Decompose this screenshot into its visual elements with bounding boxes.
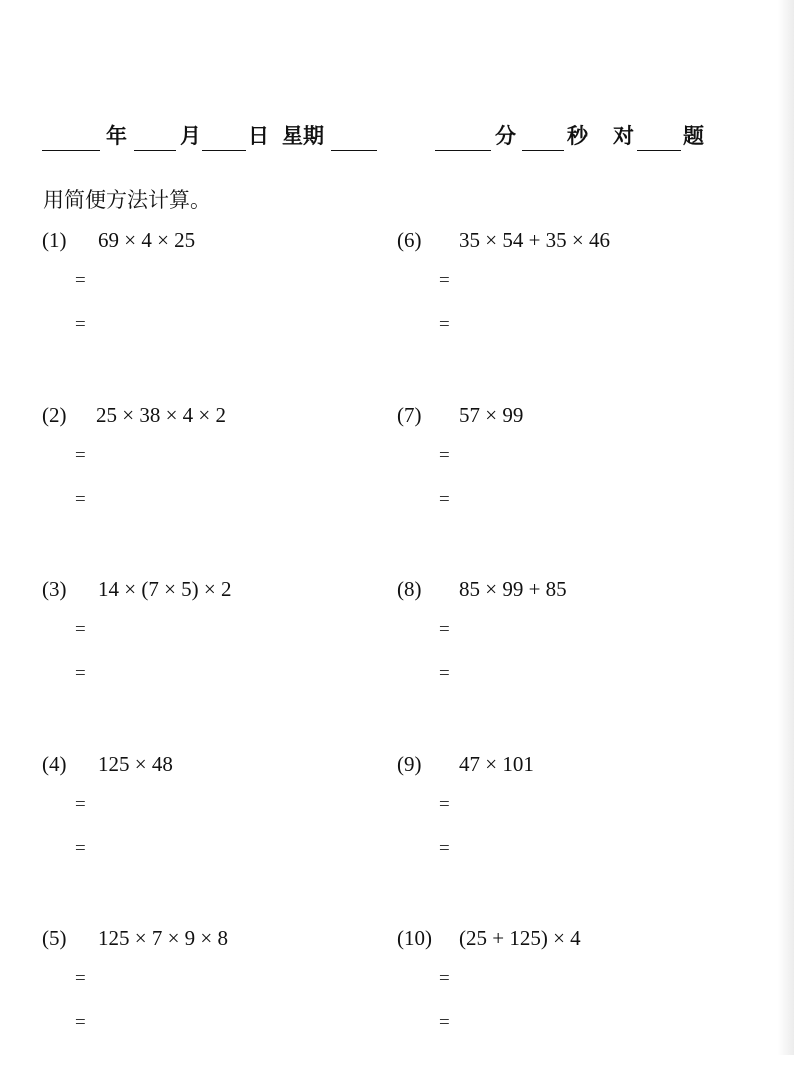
answer-step-2[interactable]: = (75, 1012, 86, 1033)
problem-3 (42, 577, 402, 717)
problem-4 (42, 752, 402, 892)
day-label: 日 (248, 123, 269, 148)
answer-step-2[interactable]: = (439, 838, 450, 859)
weekday-label: 星期 (282, 123, 324, 148)
correct-count-blank[interactable] (637, 150, 681, 151)
answer-step-1[interactable]: = (75, 619, 86, 640)
weekday-blank[interactable] (331, 150, 377, 151)
problem-number: (3) (42, 577, 67, 601)
second-label: 秒 (567, 123, 588, 148)
problem-expression: 25 × 38 × 4 × 2 (96, 403, 227, 427)
problem-number: (2) (42, 403, 67, 427)
problem-expression: 69 × 4 × 25 (98, 228, 196, 252)
instruction-text: 用简便方法计算。 (43, 188, 211, 212)
question-label: 题 (683, 123, 704, 148)
year-label: 年 (106, 123, 127, 148)
problem-expression: 57 × 99 (459, 403, 524, 427)
answer-step-1[interactable]: = (75, 445, 86, 466)
answer-step-1[interactable]: = (439, 619, 450, 640)
problem-expression: (25 + 125) × 4 (459, 926, 581, 950)
answer-step-1[interactable]: = (439, 270, 450, 291)
month-blank[interactable] (134, 150, 176, 151)
problem-number: (4) (42, 752, 67, 776)
correct-label: 对 (613, 123, 634, 148)
problem-number: (1) (42, 228, 67, 252)
problem-number: (7) (397, 403, 422, 427)
answer-step-2[interactable]: = (75, 663, 86, 684)
problem-expression: 35 × 54 + 35 × 46 (459, 228, 611, 252)
problem-number: (8) (397, 577, 422, 601)
minute-blank[interactable] (435, 150, 491, 151)
problem-7 (397, 403, 757, 543)
problem-2 (42, 403, 402, 543)
problem-6 (397, 228, 757, 368)
second-blank[interactable] (522, 150, 564, 151)
problem-number: (9) (397, 752, 422, 776)
answer-step-2[interactable]: = (75, 838, 86, 859)
problem-expression: 47 × 101 (459, 752, 534, 776)
answer-step-2[interactable]: = (439, 489, 450, 510)
problem-8 (397, 577, 757, 717)
answer-step-1[interactable]: = (439, 445, 450, 466)
problem-number: (10) (397, 926, 432, 950)
answer-step-2[interactable]: = (75, 314, 86, 335)
problem-expression: 14 × (7 × 5) × 2 (98, 577, 232, 601)
answer-step-1[interactable]: = (439, 968, 450, 989)
answer-step-1[interactable]: = (75, 270, 86, 291)
problem-5 (42, 926, 402, 1066)
day-blank[interactable] (202, 150, 246, 151)
problem-1 (42, 228, 402, 368)
answer-step-2[interactable]: = (439, 314, 450, 335)
month-label: 月 (180, 123, 201, 148)
problem-10 (397, 926, 757, 1066)
answer-step-1[interactable]: = (75, 968, 86, 989)
problem-expression: 125 × 7 × 9 × 8 (98, 926, 229, 950)
problem-expression: 125 × 48 (98, 752, 173, 776)
minute-label: 分 (495, 123, 516, 148)
answer-step-1[interactable]: = (439, 794, 450, 815)
answer-step-2[interactable]: = (439, 663, 450, 684)
problem-number: (6) (397, 228, 422, 252)
problem-expression: 85 × 99 + 85 (459, 577, 567, 601)
answer-step-2[interactable]: = (439, 1012, 450, 1033)
problem-number: (5) (42, 926, 67, 950)
problem-9 (397, 752, 757, 892)
year-blank[interactable] (42, 150, 100, 151)
page-edge-shadow (778, 0, 794, 1055)
answer-step-1[interactable]: = (75, 794, 86, 815)
answer-step-2[interactable]: = (75, 489, 86, 510)
